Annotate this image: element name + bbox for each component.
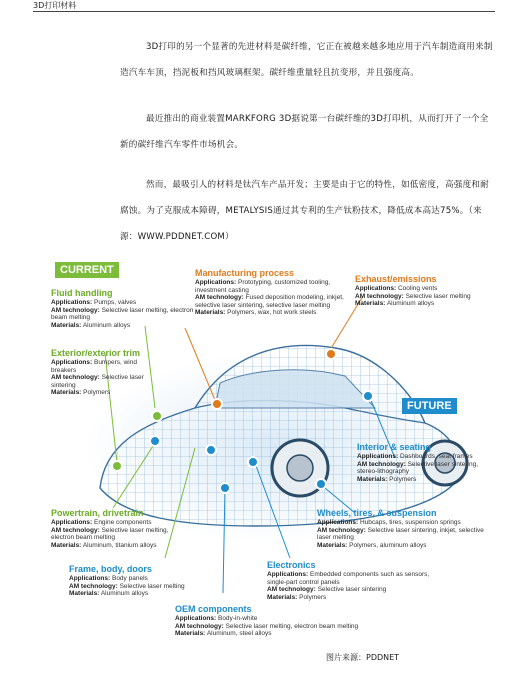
field-applications: Applications: [69, 575, 111, 582]
paragraph-3 [120, 172, 495, 250]
field-am: AM technology: [51, 526, 100, 534]
field-materials: Materials: [317, 541, 348, 549]
field-value: Selective laser melting, electron beam melting [225, 622, 359, 630]
label-frame-body-doors [69, 564, 219, 598]
field-value: Selective laser sintering [317, 586, 387, 594]
field-materials: Materials: [267, 593, 298, 601]
field-applications: Applications: [51, 299, 93, 306]
label-title: Exhaust/emissions [355, 274, 437, 284]
paragraph-2 [120, 106, 495, 158]
field-applications: Applications: [267, 571, 309, 578]
field-value: Prototyping, customized tooling, investment casting [195, 279, 331, 294]
field-applications: Applications: [51, 359, 93, 366]
label-exhaust-emissions [355, 274, 495, 308]
field-value: Aluminum, titanium alloys [82, 541, 157, 549]
paragraph-2-text: 最近推出的商业装置MARKFORG 3D据说第一台碳纤维的3D打印机，从而打开了一个全新的碳纤维汽车零件市场机会。 [120, 114, 489, 150]
field-am: AM technology: [195, 294, 244, 302]
label-title: Interior & seating [357, 442, 432, 452]
field-value: Polymers, aluminum alloys [349, 541, 427, 549]
future-tag: FUTURE [402, 398, 457, 414]
label-electronics [267, 560, 447, 601]
field-materials: Materials: [175, 630, 206, 638]
field-materials: Materials: [51, 541, 82, 549]
field-applications: Applications: [355, 285, 397, 292]
field-value: Selective laser sintering, stereo-lithography [357, 460, 479, 476]
field-value: Body panels [111, 575, 148, 582]
label-title: Electronics [267, 560, 316, 570]
paragraph-1-text: 3D打印的另一个显著的先进材料是碳纤维，它正在被越来越多地应用于汽车制造商用来制造汽车车顶，挡泥板和挡风玻璃框架。碳纤维重量轻且抗变形，并且强度高。 [120, 42, 493, 78]
label-powertrain [51, 508, 181, 549]
label-interior-seating [357, 442, 495, 483]
field-materials: Materials: [51, 389, 82, 397]
field-value: Hubcaps, tires, suspension springs [359, 519, 461, 526]
field-am: AM technology: [267, 586, 316, 594]
field-value: Fused deposition modeling, inkjet, selective laser sintering, selective laser melting [195, 294, 344, 309]
field-value: Aluminum, steel alloys [206, 630, 272, 638]
field-value: Polymers [299, 593, 327, 601]
field-applications: Applications: [175, 615, 217, 622]
current-tag: CURRENT [55, 262, 119, 278]
field-applications: Applications: [357, 453, 399, 460]
label-oem-components [175, 604, 395, 638]
label-wheels-tires [317, 508, 487, 549]
label-fluid-handling [51, 288, 201, 329]
field-materials: Materials: [69, 590, 100, 598]
field-value: Pumps, valves [93, 299, 137, 306]
label-title: Wheels, tires, & suspension [317, 508, 437, 518]
field-am: AM technology: [51, 306, 100, 314]
field-applications: Applications: [195, 279, 237, 286]
label-exterior-trim [51, 348, 161, 397]
field-value: Polymers [83, 389, 111, 397]
field-applications: Applications: [51, 519, 93, 526]
field-value: Cooling vents [397, 285, 438, 292]
field-value: Selective laser melting, electron beam melting [51, 306, 194, 322]
header-divider [33, 11, 495, 12]
field-value: Selective laser melting [119, 582, 185, 590]
field-am: AM technology: [69, 582, 118, 590]
paragraph-1 [120, 34, 495, 86]
label-title: Fluid handling [51, 288, 113, 298]
field-value: Polymers, wax, hot work steels [227, 309, 317, 317]
label-title: Manufacturing process [195, 268, 295, 278]
field-value: Selective laser melting [405, 292, 471, 300]
field-applications: Applications: [317, 519, 359, 526]
field-value: Aluminum alloys [82, 321, 131, 329]
field-am: AM technology: [51, 374, 100, 382]
label-title: OEM components [175, 604, 252, 614]
figure-caption: 图片来源：PDDNET [326, 653, 400, 662]
field-materials: Materials: [355, 300, 386, 308]
label-title: Frame, body, doors [69, 564, 152, 574]
field-am: AM technology: [317, 526, 366, 534]
car-am-figure [45, 258, 497, 648]
field-value: Body-in-white [217, 615, 258, 622]
field-am: AM technology: [355, 292, 404, 300]
field-value: Selective laser melting, electron beam melting [51, 526, 169, 542]
field-materials: Materials: [51, 321, 82, 329]
field-value: Selective laser sintering [51, 374, 144, 389]
label-manufacturing-process [195, 268, 355, 317]
field-value: Aluminum alloys [386, 300, 435, 308]
field-materials: Materials: [195, 309, 226, 317]
field-value: Engine components [93, 519, 152, 526]
header-title: 3D打印材料 [33, 1, 77, 10]
label-title: Powertrain, drivetrain [51, 508, 144, 518]
field-value: Selective laser sintering, inkjet, selective laser melting [317, 526, 484, 542]
field-am: AM technology: [357, 460, 406, 468]
field-value: Aluminum alloys [100, 590, 149, 598]
label-title: Exterior/exterior trim [51, 348, 141, 358]
field-value: Bumpers, wind breakers [51, 359, 137, 374]
paragraph-3-text: 然而，最吸引人的材料是钛汽车产品开发；主要是由于它的特性，如低密度，高强度和耐腐蚀。为了克服成本障碍，METALYSIS通过其专利的生产钛粉技术，降低成本高达75%。（来源：WWW.PDDNET.COM） [120, 180, 489, 242]
field-am: AM technology: [175, 622, 224, 630]
field-value: Dashboards, seat frames [399, 453, 473, 460]
field-value: Embedded components such as sensors, single-part control panels [267, 571, 430, 586]
field-value: Polymers [389, 475, 417, 483]
field-materials: Materials: [357, 475, 388, 483]
